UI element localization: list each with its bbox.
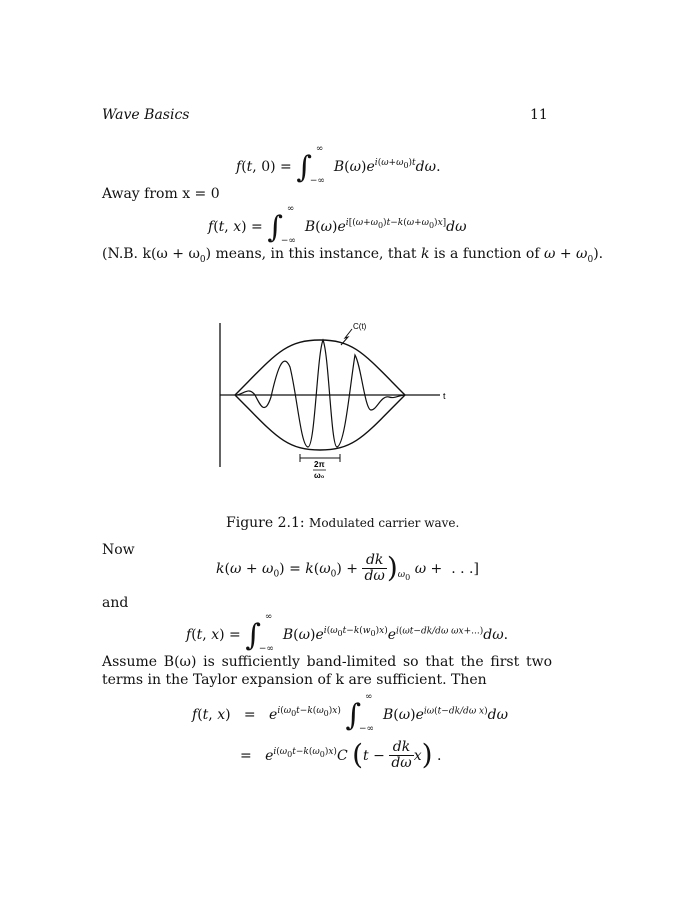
label-ct: C(t) (353, 322, 367, 331)
paragraph-and: and (102, 595, 129, 611)
envelope-upper (235, 340, 405, 395)
paragraph-away: Away from x = 0 (102, 186, 220, 202)
equation-final-line1: f(t, $x) = e^{i(\omega_0t-k(\omega_0)x)}$ ∫ ∞ −∞ $B(\omega)e^{i\omega(t-dk/d\omega x)}d\omega$ (192, 692, 509, 735)
equation-f-t-x-expanded: f(t, x) = ∫ ∞ −∞ $B(\omega)e^{i(\omega_0t-k(w_0)x)}e^{i(\omega t-dk/d\omega \omega x+...)}d\omega$. (186, 612, 509, 655)
ct-pointer (341, 329, 352, 345)
equation-final-line2: = $e^{i(\omega_0t-k(\omega_0)x)}C$ (t − $\frac{dk}{d\omega}$ x) . (240, 737, 442, 772)
page-number: 11 (530, 107, 548, 123)
label-omega0: ω₀ (314, 471, 325, 480)
paragraph-now: Now (102, 542, 135, 558)
carrier-wave (237, 340, 405, 447)
equation-f-t-0: f(t, 0) = ∫ ∞ −∞ $B(\omega)e^{i(\omega+\omega_0)t}d\omega$. (236, 144, 441, 187)
figure-caption: Figure 2.1: Modulated carrier wave. (226, 515, 460, 531)
figure-modulated-wave (205, 315, 455, 485)
label-t: t (443, 391, 446, 401)
running-header: Wave Basics (102, 107, 190, 123)
equation-k-expansion: $k(\omega + \omega_0) = k(\omega_0)$ + $\frac{dk}{d\omega}$ )$_{\omega_0}$ ω + . . .] (216, 550, 479, 585)
paragraph-nb: (N.B. $k(\omega + \omega_0)$ means, in this instance, that k is a function of $\omega + \omega_0$). (102, 246, 604, 265)
label-2pi: 2π (314, 460, 325, 469)
paragraph-assume: Assume B(ω) is sufficiently band-limited so that the first two terms in the Taylor expansion of k are sufficient. Then (102, 654, 552, 689)
equation-f-t-x: f(t, x) = ∫ ∞ −∞ $B(\omega)e^{i[(\omega+\omega_0)t-k(\omega+\omega_0)x]}d\omega$ (208, 204, 467, 247)
